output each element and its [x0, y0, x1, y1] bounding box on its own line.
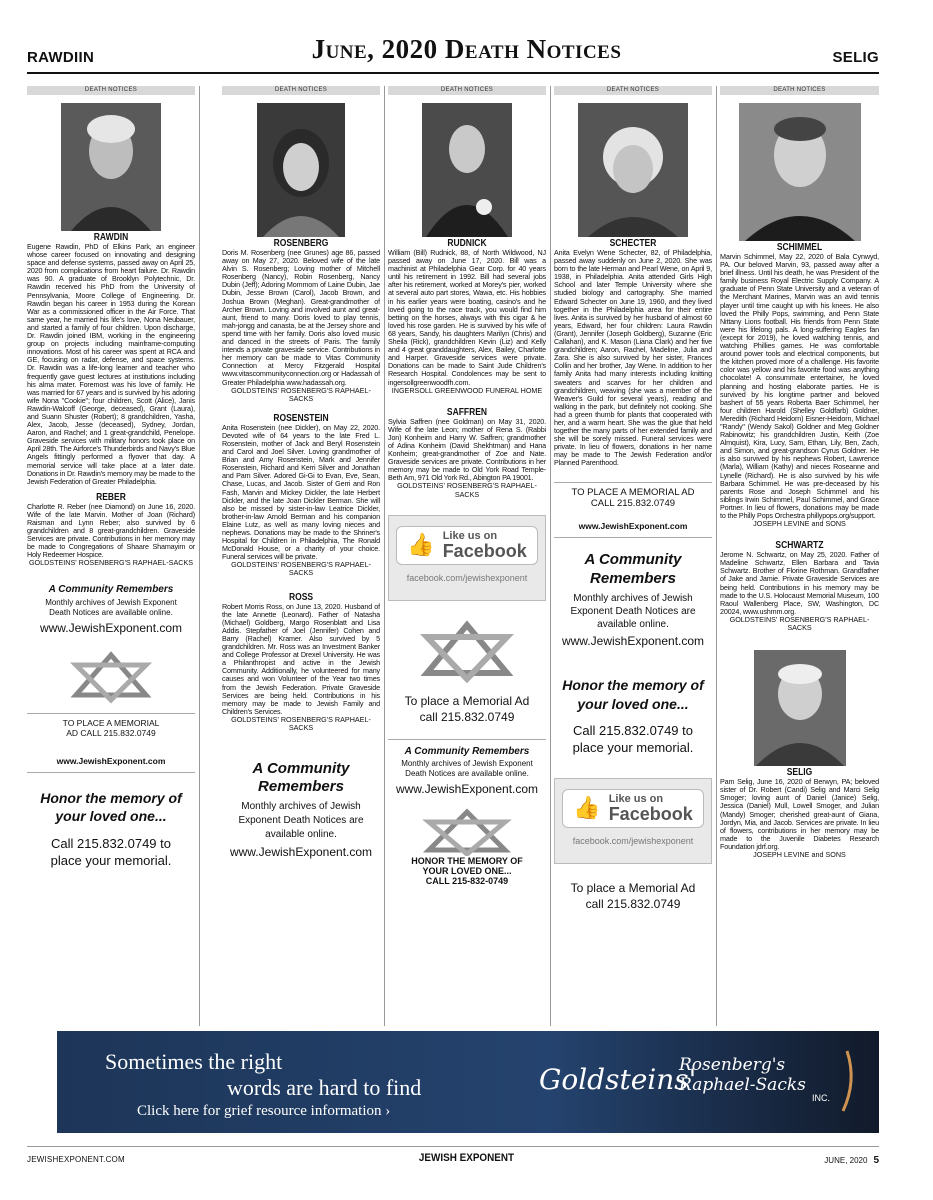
column-divider [384, 86, 385, 1026]
section-label: DEATH NOTICES [27, 86, 195, 95]
portrait-photo-schecter [578, 103, 688, 237]
banner-line-2: words are hard to find [227, 1075, 422, 1100]
footer-rule [27, 1146, 879, 1147]
notice-name: RUDNICK [447, 238, 487, 249]
ad-url[interactable]: www.JewishExponent.com [578, 520, 688, 531]
fb-like-label: Like us on [608, 792, 664, 805]
memorial-place-ad[interactable]: To place a Memorial Ad call 215.832.0749 [570, 880, 696, 911]
notice-name: RAWDIN [93, 232, 129, 243]
facebook-like-button[interactable] [396, 526, 537, 565]
notice-name: ROSS [288, 591, 314, 603]
fb-url[interactable]: facebook.com/jewishexponent [572, 835, 694, 846]
ad-heading: A Community Remembers [584, 550, 682, 587]
star-of-david-icon [417, 613, 517, 683]
star-of-david-icon [66, 645, 156, 705]
star-of-david-icon [417, 802, 517, 856]
ad-heading: A Community Remembers [252, 760, 350, 796]
ad-text: Monthly archives of Jewish Exponent Death Notices are available online. [570, 592, 696, 630]
funeral-home: GOLDSTEINS' ROSENBERG'S RAPHAEL-SACKS [231, 560, 371, 578]
footer-publication: JEWISH EXPONENT [418, 1152, 515, 1164]
funeral-home: GOLDSTEINS' ROSENBERG'S RAPHAEL-SACKS [28, 558, 194, 568]
ad-text: Monthly archives of Jewish Exponent Death Notices are available online. [401, 758, 533, 778]
column-divider [550, 86, 551, 1026]
ad-heading: A Community Remembers [404, 745, 530, 757]
facebook-like-button[interactable] [562, 789, 703, 828]
ad-url[interactable]: www.JewishExponent.com [395, 781, 539, 796]
funeral-home: GOLDSTEINS' ROSENBERG'S RAPHAEL-SACKS [397, 481, 537, 499]
ad-text: Call 215.832.0749 to place your memorial. [572, 722, 694, 755]
honor-ad[interactable]: HONOR THE MEMORY OF YOUR LOVED ONE... CALL 215-832-0749 [411, 855, 523, 886]
notice-body: Anita Rosenstein (nee Dickler), on May 22, 2020. Devoted wife of 64 years to the late Fred L. Rosenstein, mother of Jack and Beryl Rosenstein and Carol and Joel Silver. Loving grandmother of Brian and Amy Rosenstein, Mark and Jennifer Rosenstein, Richard and Kerri Silver and Jonathan and Pam Silver. Adored Gi-Gi to Evan, Eve, Sean, Chase, Lucas, and Jacob. Sister of Gerri and Ron Fash, Marvin and Mickey Dickler, the late Herbert Dickler, and the late Joan Dickler Berman. She will also be missed by sister-in-law Leatrice Dickler, brother-in-law Arnold Berman and his companion Elaine Lutz, as well as many loving nieces and nephews. Donations may be made to the Shriner's Hospital for Children in Philadelphia, The Ronald McDonald House, or a charity of your choice. Funeral services will be private. [222, 422, 380, 562]
ad-url[interactable]: www.JewishExponent.com [39, 620, 183, 635]
funeral-home: GOLDSTEINS' ROSENBERG'S RAPHAEL-SACKS [231, 714, 371, 732]
memorial-place-ad[interactable]: To place a Memorial Ad call 215.832.0749 [404, 693, 530, 724]
column-2 [222, 86, 380, 1026]
funeral-home-logo: Goldsteins' [539, 1063, 697, 1096]
ad-heading: Honor the memory of your loved one... [40, 789, 182, 824]
ad-text: Monthly archives of Jewish Exponent Death Notices are available online. [238, 801, 364, 841]
funeral-home: GOLDSTEINS' ROSENBERG'S RAPHAEL-SACKS [231, 385, 371, 403]
fb-url[interactable]: facebook.com/jewishexponent [406, 572, 528, 583]
notice-name: ROSENSTEIN [273, 412, 329, 424]
column-1 [27, 86, 195, 1026]
ad-url[interactable]: www.JewishExponent.com [56, 755, 166, 766]
fb-like-label: Like us on [442, 529, 498, 542]
logo-inc: INC. [812, 1093, 830, 1103]
notice-name: SCHWARTZ [775, 540, 824, 552]
notice-body: William (Bill) Rudnick, 88, of North Wildwood, NJ passed away on June 17, 2020. Bill was a machinist at Philadelphia Gear Corp. for 40 years until his retirement in 1992. Bill had several jobs after his retirement, worked at Morey's pier, worked at several auto part stores, Wawa, etc. His hobbies in his earlier years were boating, casino's and he loved going to the race track, you would find him betting on the horses, always with this cigar & he loved his rose garden. He is survived by his wife of 68 years, Sandy, his daughters Marilyn (Chris) and Sheila (Rick), grandchildren Kevin (Liz) and Kelly and 4 great granddaughters, Alex, Bailey, Charlotte and Harper. Graveside services were private. Donations can be made to Saint Jude Children's Research Hospital. Condolences may be sent to ingersollgreenwoodfh.com. [388, 248, 546, 387]
column-divider [716, 86, 717, 1026]
notice-name: SCHECTER [609, 238, 657, 249]
facebook-ad[interactable] [554, 778, 712, 864]
banner-link[interactable]: Click here for grief resource information › [137, 1103, 391, 1119]
column-5 [720, 86, 879, 1026]
ad-text: TO PLACE A MEMORIAL AD CALL 215.832.0749 [62, 717, 160, 738]
notice-name: SELIG [786, 767, 813, 779]
notice-body: Anita Evelyn Wene Schecter, 82, of Philadelphia, passed away suddenly on June 2, 2020. She was born to the late Herman and Pearl Wene, on April 9, 1938, in Philadelphia. Anita attended Girls High School and later Temple University where she studied biology and cartography. She married Edward Schecter on June 19, 1960, and they lived together in the Philadelphia area for their entire lives. Anita is survived by her husband of almost 60 years, Edward, her four children: Laura Rawdin (Grant), Jennifer (Joseph Goldberg), Suzanne (Eric Callahan), and K. Mason (Liana Clark) and her five grandchildren; Aaron, Rachel, Madeline, Julia and Zara. She is also survived by her sister, Frances Collin and her brother, Jay Wene. In addition to her family Anita had many interests including knitting sweaters and scarves for her children and grandchildren, weaving (she was a member of the Weaver's Guild for several years), reading and walking in the park, but definitely not cooking. She had a green thumb for plants that cooperated with her, and a warm heart. She was the glue that held together the many parts of her extended family and she will be sorely missed. Funeral services were private. In lieu of flowers, donations in her name may be made to The Jewish Federation and/or Planned Parenthood. [554, 248, 712, 468]
memorial-ad[interactable] [388, 739, 546, 796]
memorial-call-ad[interactable] [554, 482, 712, 538]
ad-heading: A Community Remembers [48, 583, 174, 595]
notice-body: Charlotte R. Reber (nee Diamond) on June 16, 2020. Wife of the late Marvin. Mother of Joan (Richard) Raisman and Lynn Reber; also survived by 6 grandchildren and 8 great-grandchildren. Graveside Services are private. Contributions in her memory may be made to Congregations of Shaare Shamayim or Holy Redeemer Hospice. [27, 501, 195, 560]
notice-body: Doris M. Rosenberg (nee Grunes) age 86, passed away on May 27, 2020. Beloved wife of the late Alvin S. Rosenberg; Loving mother of Mitchell Rosenberg (Nancy), Robin Rosenberg, Nancy Dubin (Jeff); Adoring Mommom of Laine Dubin, Jae Dubin, Jesse Brown (Carol), Jacob Brown, and Joshua Brown (Meghan). Great-grandmother of Archer Brown. Loving and involved aunt and great-aunt, friend to many. Doris loved to play tennis, mah-jongg and canasta, be at the Jersey shore and spend time with her family. Doris also loved music and danced in the streets of Paris. The family intends a private graveside service. Contributions in her memory can be made to Vitas Community Connection at Mercy Fitzgerald Hospital www.vitascommunityconnection.org or Hadassah of Greater Philadelphia www.hadassah.org. [222, 248, 380, 387]
notice-name: SAFFREN [446, 406, 488, 418]
memorial-ad[interactable] [222, 760, 380, 859]
running-head-left: RAWDIIN [27, 49, 95, 66]
notice-body: Sylvia Saffren (nee Goldman) on May 31, 2020. Wife of the late Leon; mother of Rena S. (Rabbi Jon) Konheim and Harry W. Saffren; grandmother of Adina Konheim (David Shekhtman) and Hana Konheim; great-grandmother of Zoe and Nate. Graveside services are private. Contributions in her memory may be made to Old York Road Temple-Beth Am, 971 Old York Rd., Abington PA 19001. [388, 416, 546, 483]
header-rule [27, 72, 879, 74]
notice-body: Jerome N. Schwartz, on May 25, 2020. Father of Madeline Schwartz, Ellen Barbara and Tavia Schwartz. Brother of Florine Rothman. Grandfather of Jake and Jamie. Private Graveside Services are being held. Contributions in his memory may be made to the U.S. Holocaust Memorial Museum, 100 Raoul Wallenberg Place, SW, Washington, DC 20024, www.ushmm.org. [720, 550, 879, 616]
honor-ad[interactable] [554, 676, 712, 756]
section-label: DEATH NOTICES [222, 86, 380, 95]
funeral-home: JOSEPH LEVINE and SONS [753, 519, 846, 529]
page-title: June, 2020 Death Notices [311, 34, 622, 64]
ad-heading: Honor the memory of your loved one... [562, 676, 704, 712]
ad-text: TO PLACE A MEMORIAL AD CALL 215.832.0749 [571, 486, 695, 509]
notice-body: Robert Morris Ross, on June 13, 2020. Husband of the late Annette (Leonard). Father of Natasha (Michael) Goldberg, Margo Rosenblatt and Lisa Addis. Stepfather of Joel (Jennifer) Cohen and Barry (Rachel) Kramer. Also survived by 5 grandchildren. Mr. Ross was an Investment Banker and College Professor at Drexel University. He was a Philanthropist and active in the Jewish Community. Additionally, he volunteered for many causes and won Volunteer of the Year two times from the Jewish Federation. Private Graveside Services are being held. Contributions in his memory may be made to Jewish Family and Children's Services. [222, 601, 380, 716]
fb-name: Facebook [608, 803, 693, 824]
fb-name: Facebook [442, 540, 527, 561]
portrait-photo-selig [754, 650, 846, 766]
portrait-photo-rudnick [422, 103, 512, 237]
ad-url[interactable]: www.JewishExponent.com [561, 633, 705, 648]
column-3 [388, 86, 546, 1026]
running-head-right: SELIG [832, 49, 879, 66]
portrait-photo-rawdin [61, 103, 161, 231]
notice-name: ROSENBERG [273, 238, 329, 249]
funeral-home-logo: Rosenberg's Raphael-Sacks [679, 1055, 806, 1095]
section-label: DEATH NOTICES [554, 86, 712, 95]
notice-name: SCHIMMEL [776, 242, 823, 253]
portrait-photo-schimmel [739, 103, 861, 241]
memorial-ad[interactable] [27, 584, 195, 705]
notice-name: REBER [96, 491, 126, 503]
notice-body: Eugene Rawdin, PhD of Elkins Park, an engineer whose career focused on innovating and designing space and defense systems, passed away on April 25, 2020 from complications from heart failure. Dr. Rawdin was 90. A graduate of Brooklyn Polytechnic, Dr. Rawdin received his PhD from the University of Pennsylvania, Moore College of Engineering. Dr. Rawdin began his career in 1953 during the Korean War as a commissioned officer in the Air Force. That same year, he married his life's love, Nona Neubauer, and started a family of four children. Upon discharge, Dr. Rawdin joined IBM, working in the engineering group on projects including mainframe-computing innovations. Most of his career was spent at RCA and GE, focusing on radar, defense, and space systems. Dr. Rawdin was a life-long learner and teacher who frequently gave guest lectures at institutions including his alma mater. Foremost was his love of family. He was married for 67 years and is survived by his adoring wife Nona "Cookie"; four children, Scott (Alice), Janis Rawdin-Walcoff (George, deceased), Grant (Laura), and Suann Shuster (Robert); 8 grandchildren, Yasha, Alex, Jacob, Jesse (deceased), Sydney, Jordan, Aaron, and Rachel; and 1 great-grandchild, Penelope. Graveside services with military honors took place on April 28th. The Airforce's Thunderbirds and Navy's Blue Angels fittingly performed a flyover that day. A memorial service will take place at a later date. Donations in Dr. Rawdin's memory may be made to the Jewish Federation of Greater Philadelphia. [27, 242, 195, 486]
memorial-ad[interactable] [554, 550, 712, 648]
footer-date: JUNE, 2020 [824, 1156, 868, 1165]
page-number: 5 [873, 1155, 879, 1166]
ad-url[interactable]: www.JewishExponent.com [229, 845, 373, 860]
memorial-call-ad[interactable] [27, 713, 195, 773]
honor-ad[interactable] [27, 789, 195, 869]
funeral-home: INGERSOLL GREENWOOD FUNERAL HOME [391, 385, 543, 395]
footer-site: JEWISHEXPONENT.COM [27, 1155, 125, 1164]
thumbs-up-icon: 👍 [407, 532, 435, 558]
banner-line-1: Sometimes the right [105, 1049, 283, 1074]
column-divider [199, 86, 200, 1026]
funeral-home: JOSEPH LEVINE and SONS [753, 849, 846, 859]
funeral-home: GOLDSTEINS' ROSENBERG'S RAPHAEL-SACKS [729, 614, 870, 633]
section-label: DEATH NOTICES [388, 86, 546, 95]
ad-text: Monthly archives of Jewish Exponent Death Notices are available online. [45, 597, 177, 617]
grief-resource-banner[interactable] [57, 1031, 879, 1133]
footer-date-page [824, 1155, 879, 1166]
ad-text: Call 215.832.0749 to place your memorial. [50, 835, 172, 868]
thumbs-up-icon: 👍 [573, 795, 601, 821]
section-label: DEATH NOTICES [720, 86, 879, 95]
facebook-ad[interactable] [388, 515, 546, 601]
notice-body: Pam Selig, June 16, 2020 of Berwyn, PA; beloved sister of Dr. Robert (Candi) Selig and Marci Selig Smoger; loving aunt of Daniel (Janice) Selig, Jessica (Daniel) Mull, Lowell Smoger, and Julian (Mandy) Smoger; cherished great-aunt of Giana, Jordyn, Mia, and Jacob. Services are private. In lieu of flowers, contributions in her memory may be made to the Juvenile Diabetes Research Foundation jdrf.org. [720, 777, 879, 851]
portrait-photo-rosenberg [257, 103, 345, 237]
notice-body: Marvin Schimmel, May 22, 2020 of Bala Cynwyd, PA. Our beloved Marvin, 93, passed away after a brief illness. Until his death, he was President of the family business Royal Electric Supply Company. A graduate of Penn State University and a veteran of the Merchant Marines, Marvin was an avid tennis player until time caught up with his knees. He also loved the Philly Pops, swimming, and Penn State Nittany Lions football. His friends from Penn State were his lifelong pals. A long-suffering Eagles fan (except for 2019), he loved watching tennis, and watching Phillies games. He was comfortable around power tools and electrical components, but the kitchen proved more of a challenge. His favorite color was yellow and his favorite food was anything chocolate! A consummate entertainer, he loved planning and hosting elaborate parties. He is survived by his longtime partner and beloved bashert of 55 years Roberta Baer Schimmel, her four children Harold (Shelley Goldfarb) Goldner, Meredith (Richard Heidorn) Eisner-Heidorn, Michael "Randy" (Wendy Sakol) Goldner and Meg Goldner Rabinowitz; his grandchildren Justin, Keith (Zoe Almquist), Kira, Lucy, Sam, Ethan, Lily, Ben, Zach, and Simon, and great-grandson Cyrus Goldner. He is also survived by his nephews Robert, Lawrence (Marla), William (Kathy) and nieces Roseanne and Lynelle (Richard). He is also survived by his wife Barbara Schimmel. He was pre-deceased by his parents Rose and Joseph Schimmel and his siblings Irwin Schimmel, Paul Schimmel, and Grace Portner. In lieu of flowers, donations may be made to the Philly Pops Orchestra phillypops.org/support. [720, 252, 879, 520]
column-4 [554, 86, 712, 1026]
